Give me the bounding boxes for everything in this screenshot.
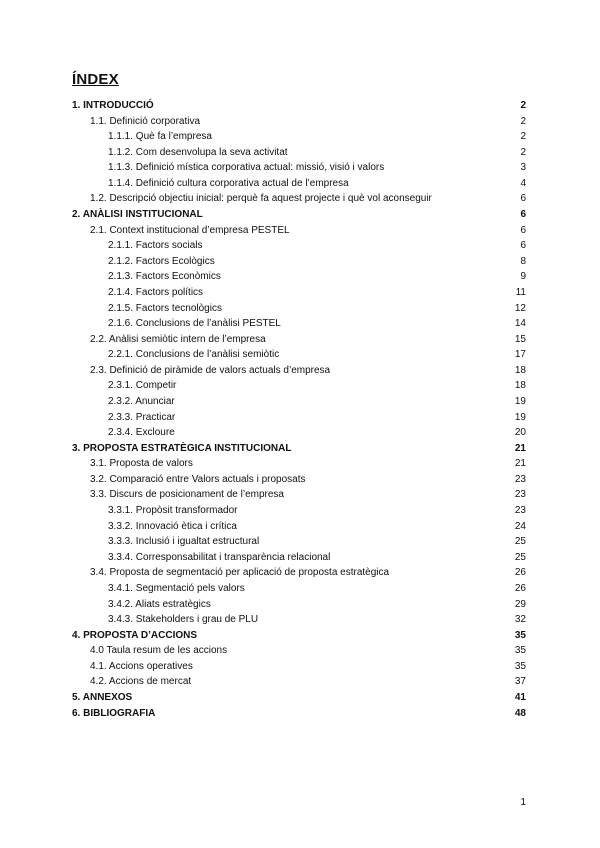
- toc-entry-title: 3.3.2. Innovació ètica i crítica: [108, 520, 237, 532]
- toc-entry-page: 23: [514, 489, 526, 501]
- toc-entry-title: 2.3.1. Competir: [108, 380, 177, 392]
- toc-entry-page: 9: [520, 271, 526, 283]
- toc-entry[interactable]: [72, 176, 526, 192]
- toc-entry-title: 2.1.1. Factors socials: [108, 240, 203, 252]
- toc-entry-page: 35: [514, 660, 526, 672]
- toc-entry-title: 1.2. Descripció objectiu inicial: perquè fa aquest projecte i què vol aconseguir: [90, 193, 432, 205]
- toc-entry[interactable]: [72, 534, 526, 550]
- toc-entry-title: 2. ANÀLISI INSTITUCIONAL: [72, 209, 203, 221]
- toc-entry[interactable]: [72, 597, 526, 613]
- toc-entry[interactable]: [72, 425, 526, 441]
- toc-entry-page: 41: [514, 691, 526, 703]
- toc-entry-title: 2.3. Definició de piràmide de valors actuals d’empresa: [90, 364, 331, 376]
- toc-entry-title: 2.1.4. Factors polítics: [108, 286, 204, 298]
- toc-entry[interactable]: [72, 238, 526, 254]
- toc-entry-page: 11: [515, 286, 526, 298]
- toc-entry[interactable]: [72, 191, 526, 207]
- toc-entry-page: 6: [520, 224, 526, 236]
- toc-entry[interactable]: [72, 332, 526, 348]
- toc-entry-page: 32: [514, 614, 526, 626]
- toc-entry[interactable]: [72, 706, 526, 722]
- toc-entry[interactable]: [72, 301, 526, 317]
- toc-entry[interactable]: [72, 114, 526, 130]
- toc-entry-page: 35: [514, 645, 526, 657]
- toc-entry[interactable]: [72, 612, 526, 628]
- toc-entry[interactable]: [72, 347, 526, 363]
- toc-entry[interactable]: [72, 674, 526, 690]
- toc-entry[interactable]: [72, 643, 526, 659]
- toc-entry-page: 21: [514, 458, 526, 470]
- toc-entry-page: 18: [514, 380, 526, 392]
- toc-entry[interactable]: [72, 487, 526, 503]
- toc-entry-page: 3: [520, 162, 526, 174]
- toc-entry[interactable]: [72, 129, 526, 145]
- toc-entry[interactable]: [72, 316, 526, 332]
- toc-entry-page: 14: [514, 318, 526, 330]
- toc-entry-page: 4: [520, 177, 526, 189]
- toc-entry-title: 3.4.2. Aliats estratègics: [108, 598, 211, 610]
- toc-entry[interactable]: [72, 285, 526, 301]
- toc-entry-page: 19: [514, 395, 526, 407]
- toc-entry[interactable]: [72, 519, 526, 535]
- toc-entry-page: 12: [514, 302, 526, 314]
- toc-entry-title: 1.1.3. Definició mística corporativa actual: missió, visió i valors: [108, 162, 385, 174]
- toc-entry-title: 2.3.2. Anunciar: [108, 395, 175, 407]
- toc-entry-title: 3.3.3. Inclusió i igualtat estructural: [108, 536, 260, 548]
- toc-entry-page: 23: [514, 473, 526, 485]
- toc-entry[interactable]: [72, 223, 526, 239]
- toc-entry-title: 1.1.1. Què fa l’empresa: [108, 131, 212, 143]
- toc-entry-title: 2.1. Context institucional d’empresa PESTEL: [90, 224, 290, 236]
- toc-entry-page: 26: [514, 582, 526, 594]
- toc-entry[interactable]: [72, 378, 526, 394]
- toc-entry[interactable]: [72, 503, 526, 519]
- toc-entry[interactable]: [72, 581, 526, 597]
- toc-entry[interactable]: [72, 472, 526, 488]
- toc-entry[interactable]: [72, 254, 526, 270]
- toc-entry-page: 25: [514, 551, 526, 563]
- toc-entry-title: 3. PROPOSTA ESTRATÈGICA INSTITUCIONAL: [72, 442, 292, 454]
- toc-entry[interactable]: [72, 441, 526, 457]
- toc-entry-page: 26: [514, 567, 526, 579]
- toc-entry-page: 6: [520, 240, 526, 252]
- toc-entry[interactable]: [72, 98, 526, 114]
- toc-entry-title: 3.4.3. Stakeholders i grau de PLU: [108, 614, 259, 626]
- toc-entry-page: 6: [520, 193, 526, 205]
- toc-entry-title: 5. ANNEXOS: [72, 691, 133, 703]
- toc-entry-page: 19: [514, 411, 526, 423]
- toc-entry-page: 24: [514, 520, 526, 532]
- toc-entry-title: 1.1.4. Definició cultura corporativa actual de l’empresa: [108, 177, 349, 189]
- toc-entry-page: 6: [520, 209, 526, 221]
- page-number: 1: [520, 797, 526, 808]
- toc-entry[interactable]: [72, 659, 526, 675]
- table-of-contents: [72, 98, 526, 721]
- toc-entry[interactable]: [72, 550, 526, 566]
- toc-entry-page: 2: [520, 131, 526, 143]
- toc-entry[interactable]: [72, 207, 526, 223]
- toc-entry-title: 2.1.3. Factors Econòmics: [108, 271, 221, 283]
- toc-entry-title: 2.1.2. Factors Ecològics: [108, 255, 215, 267]
- toc-entry-title: 1.1.2. Com desenvolupa la seva activitat: [108, 146, 288, 158]
- toc-entry-title: 2.1.5. Factors tecnològics: [108, 302, 222, 314]
- toc-entry-title: 2.2. Anàlisi semiòtic intern de l’empresa: [90, 333, 266, 345]
- toc-entry[interactable]: [72, 690, 526, 706]
- toc-entry-page: 35: [514, 629, 526, 641]
- toc-entry[interactable]: [72, 410, 526, 426]
- toc-entry[interactable]: [72, 565, 526, 581]
- toc-entry[interactable]: [72, 456, 526, 472]
- toc-entry[interactable]: [72, 363, 526, 379]
- toc-entry[interactable]: [72, 269, 526, 285]
- toc-entry-page: 23: [514, 505, 526, 517]
- toc-entry-title: 2.1.6. Conclusions de l’anàlisi PESTEL: [108, 318, 281, 330]
- toc-entry-title: 4.1. Accions operatives: [90, 660, 193, 672]
- toc-entry[interactable]: [72, 628, 526, 644]
- toc-entry-page: 29: [514, 598, 526, 610]
- toc-entry-title: 3.1. Proposta de valors: [90, 458, 193, 470]
- toc-entry-title: 6. BIBLIOGRAFIA: [72, 707, 156, 719]
- toc-entry-title: 4.2. Accions de mercat: [90, 676, 192, 688]
- toc-entry-page: 37: [514, 676, 526, 688]
- index-heading: ÍNDEX: [72, 71, 119, 88]
- toc-entry-title: 4.0 Taula resum de les accions: [90, 645, 228, 657]
- toc-entry-page: 8: [520, 255, 526, 267]
- toc-entry-page: 21: [514, 442, 526, 454]
- toc-entry-title: 1. INTRODUCCIÓ: [72, 100, 154, 111]
- toc-entry-page: 15: [514, 333, 526, 345]
- toc-entry-page: 2: [520, 100, 526, 111]
- toc-entry-title: 3.4.1. Segmentació pels valors: [108, 582, 245, 594]
- toc-entry-title: 3.4. Proposta de segmentació per aplicació de proposta estratègica: [90, 567, 390, 579]
- toc-entry[interactable]: [72, 145, 526, 161]
- toc-entry-page: 48: [514, 707, 526, 719]
- toc-entry-page: 2: [520, 146, 526, 158]
- toc-entry-title: 1.1. Definició corporativa: [90, 115, 201, 127]
- toc-entry-page: 2: [520, 115, 526, 127]
- toc-entry-page: 25: [514, 536, 526, 548]
- toc-entry-title: 4. PROPOSTA D’ACCIONS: [72, 629, 198, 641]
- toc-entry[interactable]: [72, 160, 526, 176]
- toc-entry-page: 20: [514, 427, 526, 439]
- toc-entry-title: 3.3. Discurs de posicionament de l’empresa: [90, 489, 284, 501]
- toc-entry[interactable]: [72, 394, 526, 410]
- toc-entry-title: 3.2. Comparació entre Valors actuals i proposats: [90, 473, 306, 485]
- toc-entry-title: 2.3.3. Practicar: [108, 411, 176, 423]
- toc-entry-title: 3.3.1. Propòsit transformador: [108, 505, 238, 517]
- toc-entry-page: 18: [514, 364, 526, 376]
- toc-entry-title: 3.3.4. Corresponsabilitat i transparència relacional: [108, 551, 331, 563]
- toc-entry-title: 2.3.4. Excloure: [108, 427, 175, 439]
- toc-entry-page: 17: [514, 349, 526, 361]
- toc-entry-title: 2.2.1. Conclusions de l’anàlisi semiòtic: [108, 349, 280, 361]
